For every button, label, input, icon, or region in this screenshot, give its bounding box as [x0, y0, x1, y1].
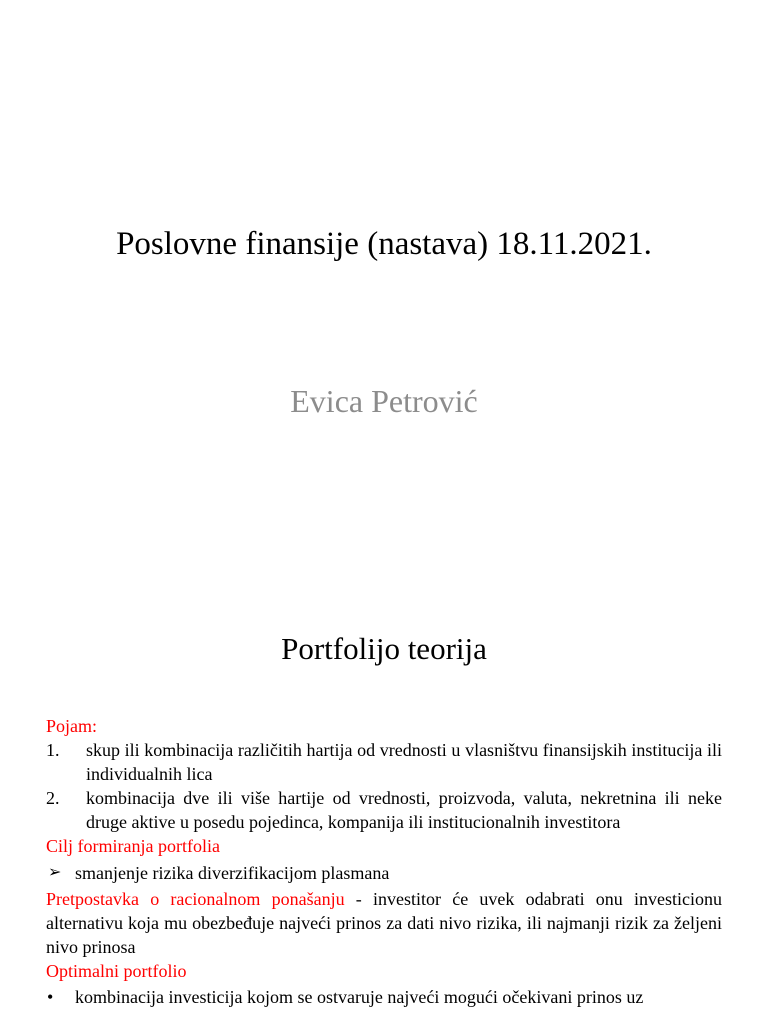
pojam-label: Pojam: [46, 716, 98, 736]
arrow-bullet-icon: ➢ [48, 864, 62, 881]
content-body [46, 714, 722, 1009]
optimalni-label: Optimalni portfolio [46, 961, 187, 981]
section-title: Portfolijo teorija [281, 631, 487, 666]
definition-text: kombinacija dve ili više hartije od vrednosti, proizvoda, valuta, nekretnina ili neke druge aktive u posedu pojedinca, kompanija ili institucionalnih investitora [86, 788, 722, 832]
list-number: 2. [46, 788, 60, 808]
optimalni-item-text: kombinacija investicija kojom se ostvaruje najveći mogući očekivani prinos uz [75, 987, 644, 1007]
list-number: 1. [46, 740, 60, 760]
definition-item-2 [46, 786, 722, 834]
cilj-item-text: smanjenje rizika diverzifikacijom plasmana [75, 863, 390, 883]
author-name: Evica Petrović [290, 383, 478, 419]
definition-item-1 [46, 738, 722, 786]
cilj-list-item [46, 861, 722, 885]
optimalni-list-item [46, 985, 722, 1009]
pretpostavka-label: Pretpostavka o racionalnom ponašanju [46, 889, 345, 909]
pretpostavka-paragraph [46, 887, 722, 959]
document-title: Poslovne finansije (nastava) 18.11.2021. [116, 226, 652, 262]
definition-text: skup ili kombinacija različitih hartija od vrednosti u vlasništvu finansijskih institucija ili individualnih lica [86, 740, 722, 784]
pretpostavka-text: - investitor će uvek odabrati onu investicionu alternativu koja mu obezbeđuje najveći prinos za dati nivo rizika, ili najmanji rizik za željeni nivo prinosa [46, 889, 722, 957]
cilj-label: Cilj formiranja portfolia [46, 836, 220, 856]
bullet-icon: • [47, 987, 54, 1007]
